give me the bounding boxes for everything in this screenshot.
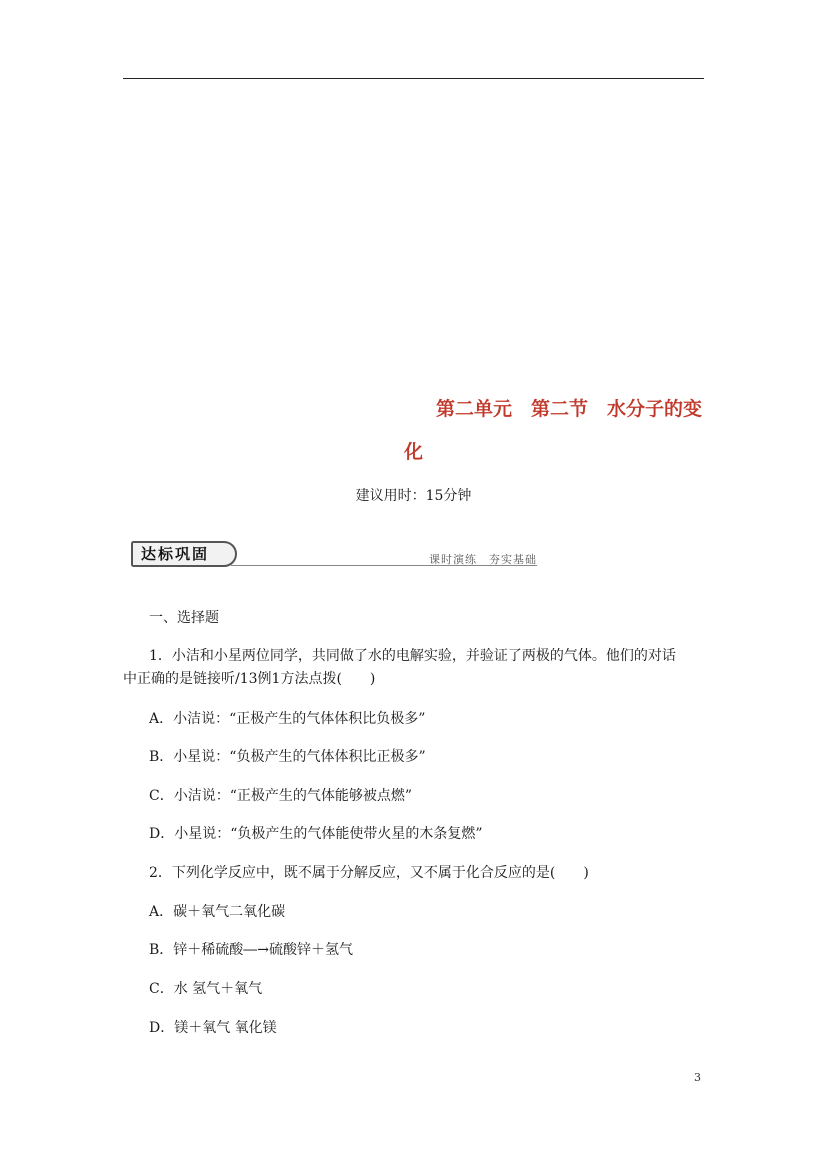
- question-1-stem-continued: 中正确的是链接听/13例1方法点拨( ): [123, 671, 376, 687]
- question-1-option-a: A．小洁说：“正极产生的气体体积比负极多”: [149, 711, 426, 727]
- banner-tab-label: 达标巩固: [131, 541, 237, 567]
- question-2-stem: 2．下列化学反应中，既不属于分解反应，又不属于化合反应的是( ): [149, 865, 589, 881]
- question-2-option-c: C．水 氢气＋氧气: [149, 981, 263, 997]
- question-1-option-c: C．小洁说：“正极产生的气体能够被点燃”: [149, 788, 413, 804]
- question-1-option-b: B．小星说：“负极产生的气体体积比正极多”: [149, 749, 426, 765]
- question-2-option-d: D．镁＋氧气 氧化镁: [149, 1020, 277, 1036]
- question-2-option-b: B．锌＋稀硫酸―→硫酸锌＋氢气: [149, 942, 354, 958]
- lesson-title: 第二单元 第二节 水分子的变: [435, 398, 702, 420]
- question-2-option-a: A．碳＋氧气二氧化碳: [149, 904, 286, 920]
- suggested-time: 建议用时：15分钟: [355, 488, 472, 504]
- question-1-stem: 1．小洁和小星两位同学，共同做了水的电解实验，并验证了两极的气体。他们的对话: [149, 648, 676, 664]
- lesson-title-continued: 化: [404, 441, 424, 463]
- header-rule: [123, 78, 704, 79]
- banner-subtitle: 课时演练 夯实基础: [429, 553, 537, 566]
- question-1-option-d: D．小星说：“负极产生的气体能使带火星的木条复燃”: [149, 826, 483, 842]
- page-number: 3: [694, 1071, 701, 1084]
- section-banner: [131, 541, 541, 571]
- section-heading: 一、选择题: [149, 610, 219, 626]
